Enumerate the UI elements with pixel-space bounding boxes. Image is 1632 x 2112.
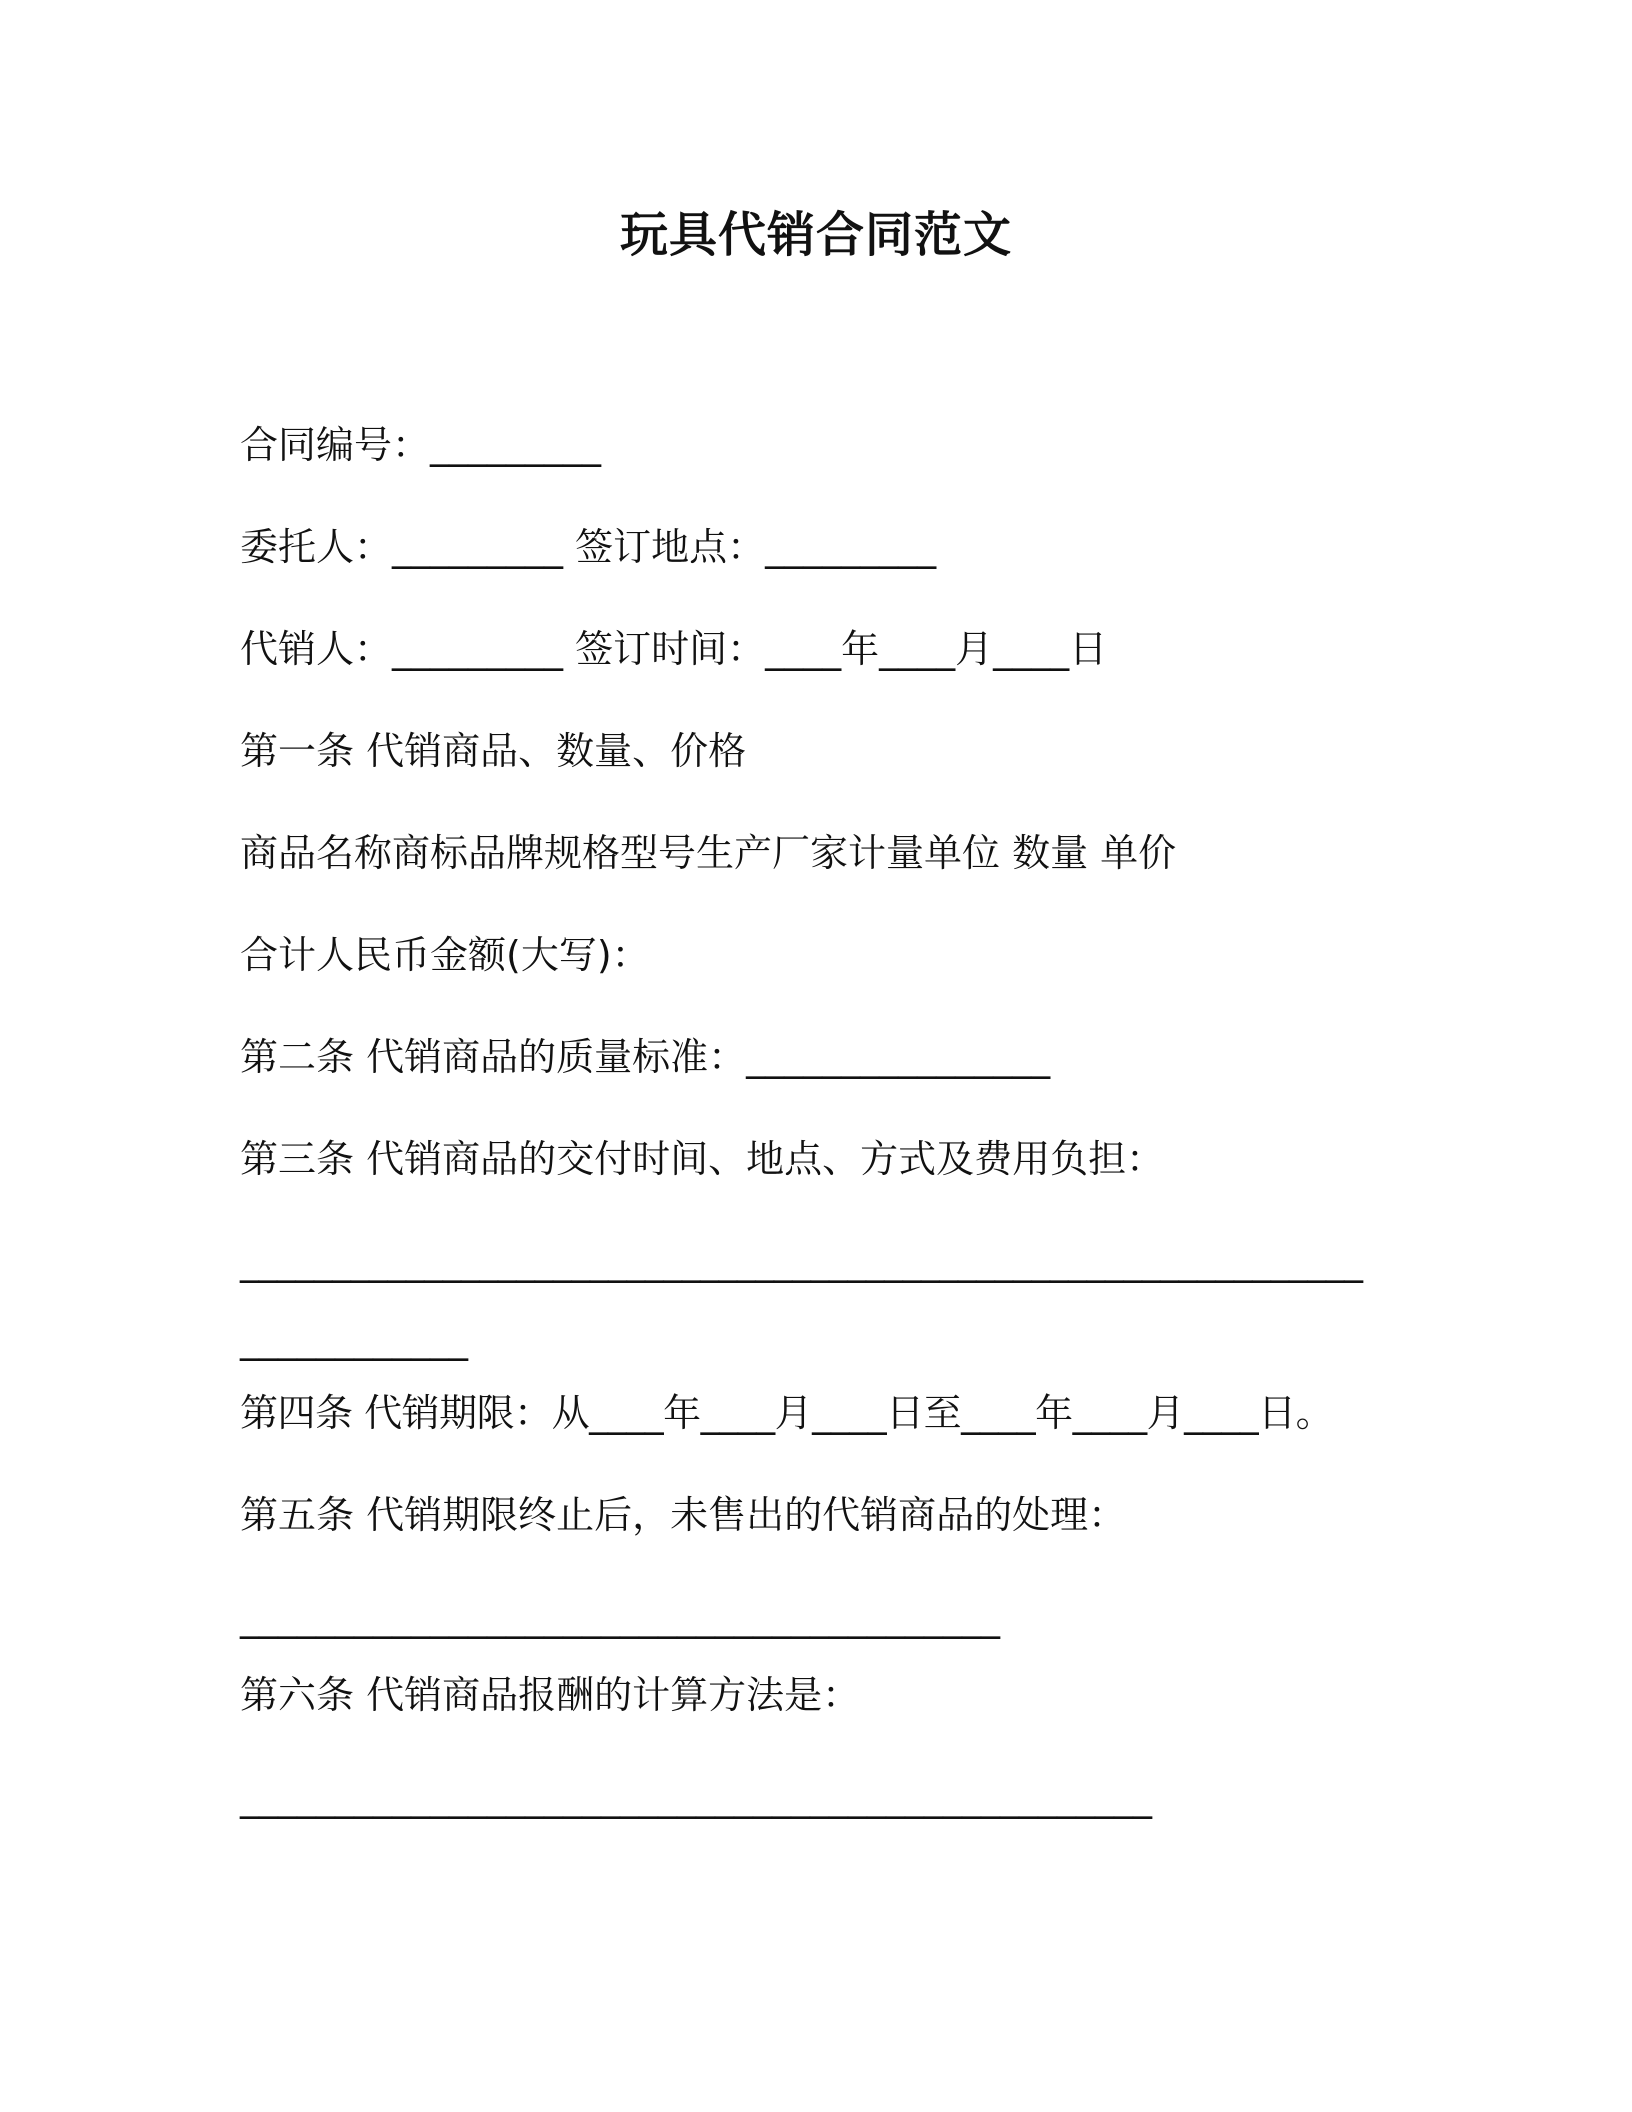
article-6-heading: 第六条 代销商品报酬的计算方法是：: [240, 1673, 861, 1717]
article-4-line: 第四条 代销期限：从____年____月____日至____年____月____日。: [240, 1391, 1334, 1435]
article-1-heading: 第一条 代销商品、数量、价格: [240, 729, 747, 773]
total-amount-line: 合计人民币金额(大写)：: [240, 933, 650, 977]
article-5-heading: 第五条 代销期限终止后，未售出的代销商品的处理：: [240, 1493, 1127, 1537]
article-6-blank-line: ________________________________________________: [240, 1775, 1152, 1819]
goods-table-header-line: 商品名称商标品牌规格型号生产厂家计量单位 数量 单价: [240, 831, 1177, 875]
article-3-heading: 第三条 代销商品的交付时间、地点、方式及费用负担：: [240, 1137, 1165, 1181]
article-5-blank-line: ________________________________________: [240, 1595, 1000, 1639]
article-3-blank-line-2: ____________: [240, 1317, 468, 1361]
agent-signing-time-line: 代销人：_________ 签订时间：____年____月____日: [240, 627, 1108, 671]
article-3-blank-line-1: _____________________________________________________________: [240, 1239, 1363, 1283]
document-title: 玩具代销合同范文: [619, 207, 1012, 263]
article-2-line: 第二条 代销商品的质量标准：________________: [240, 1035, 1051, 1079]
contract-number-line: 合同编号：_________: [240, 423, 602, 467]
principal-signing-place-line: 委托人：_________ 签订地点：_________: [240, 525, 937, 569]
